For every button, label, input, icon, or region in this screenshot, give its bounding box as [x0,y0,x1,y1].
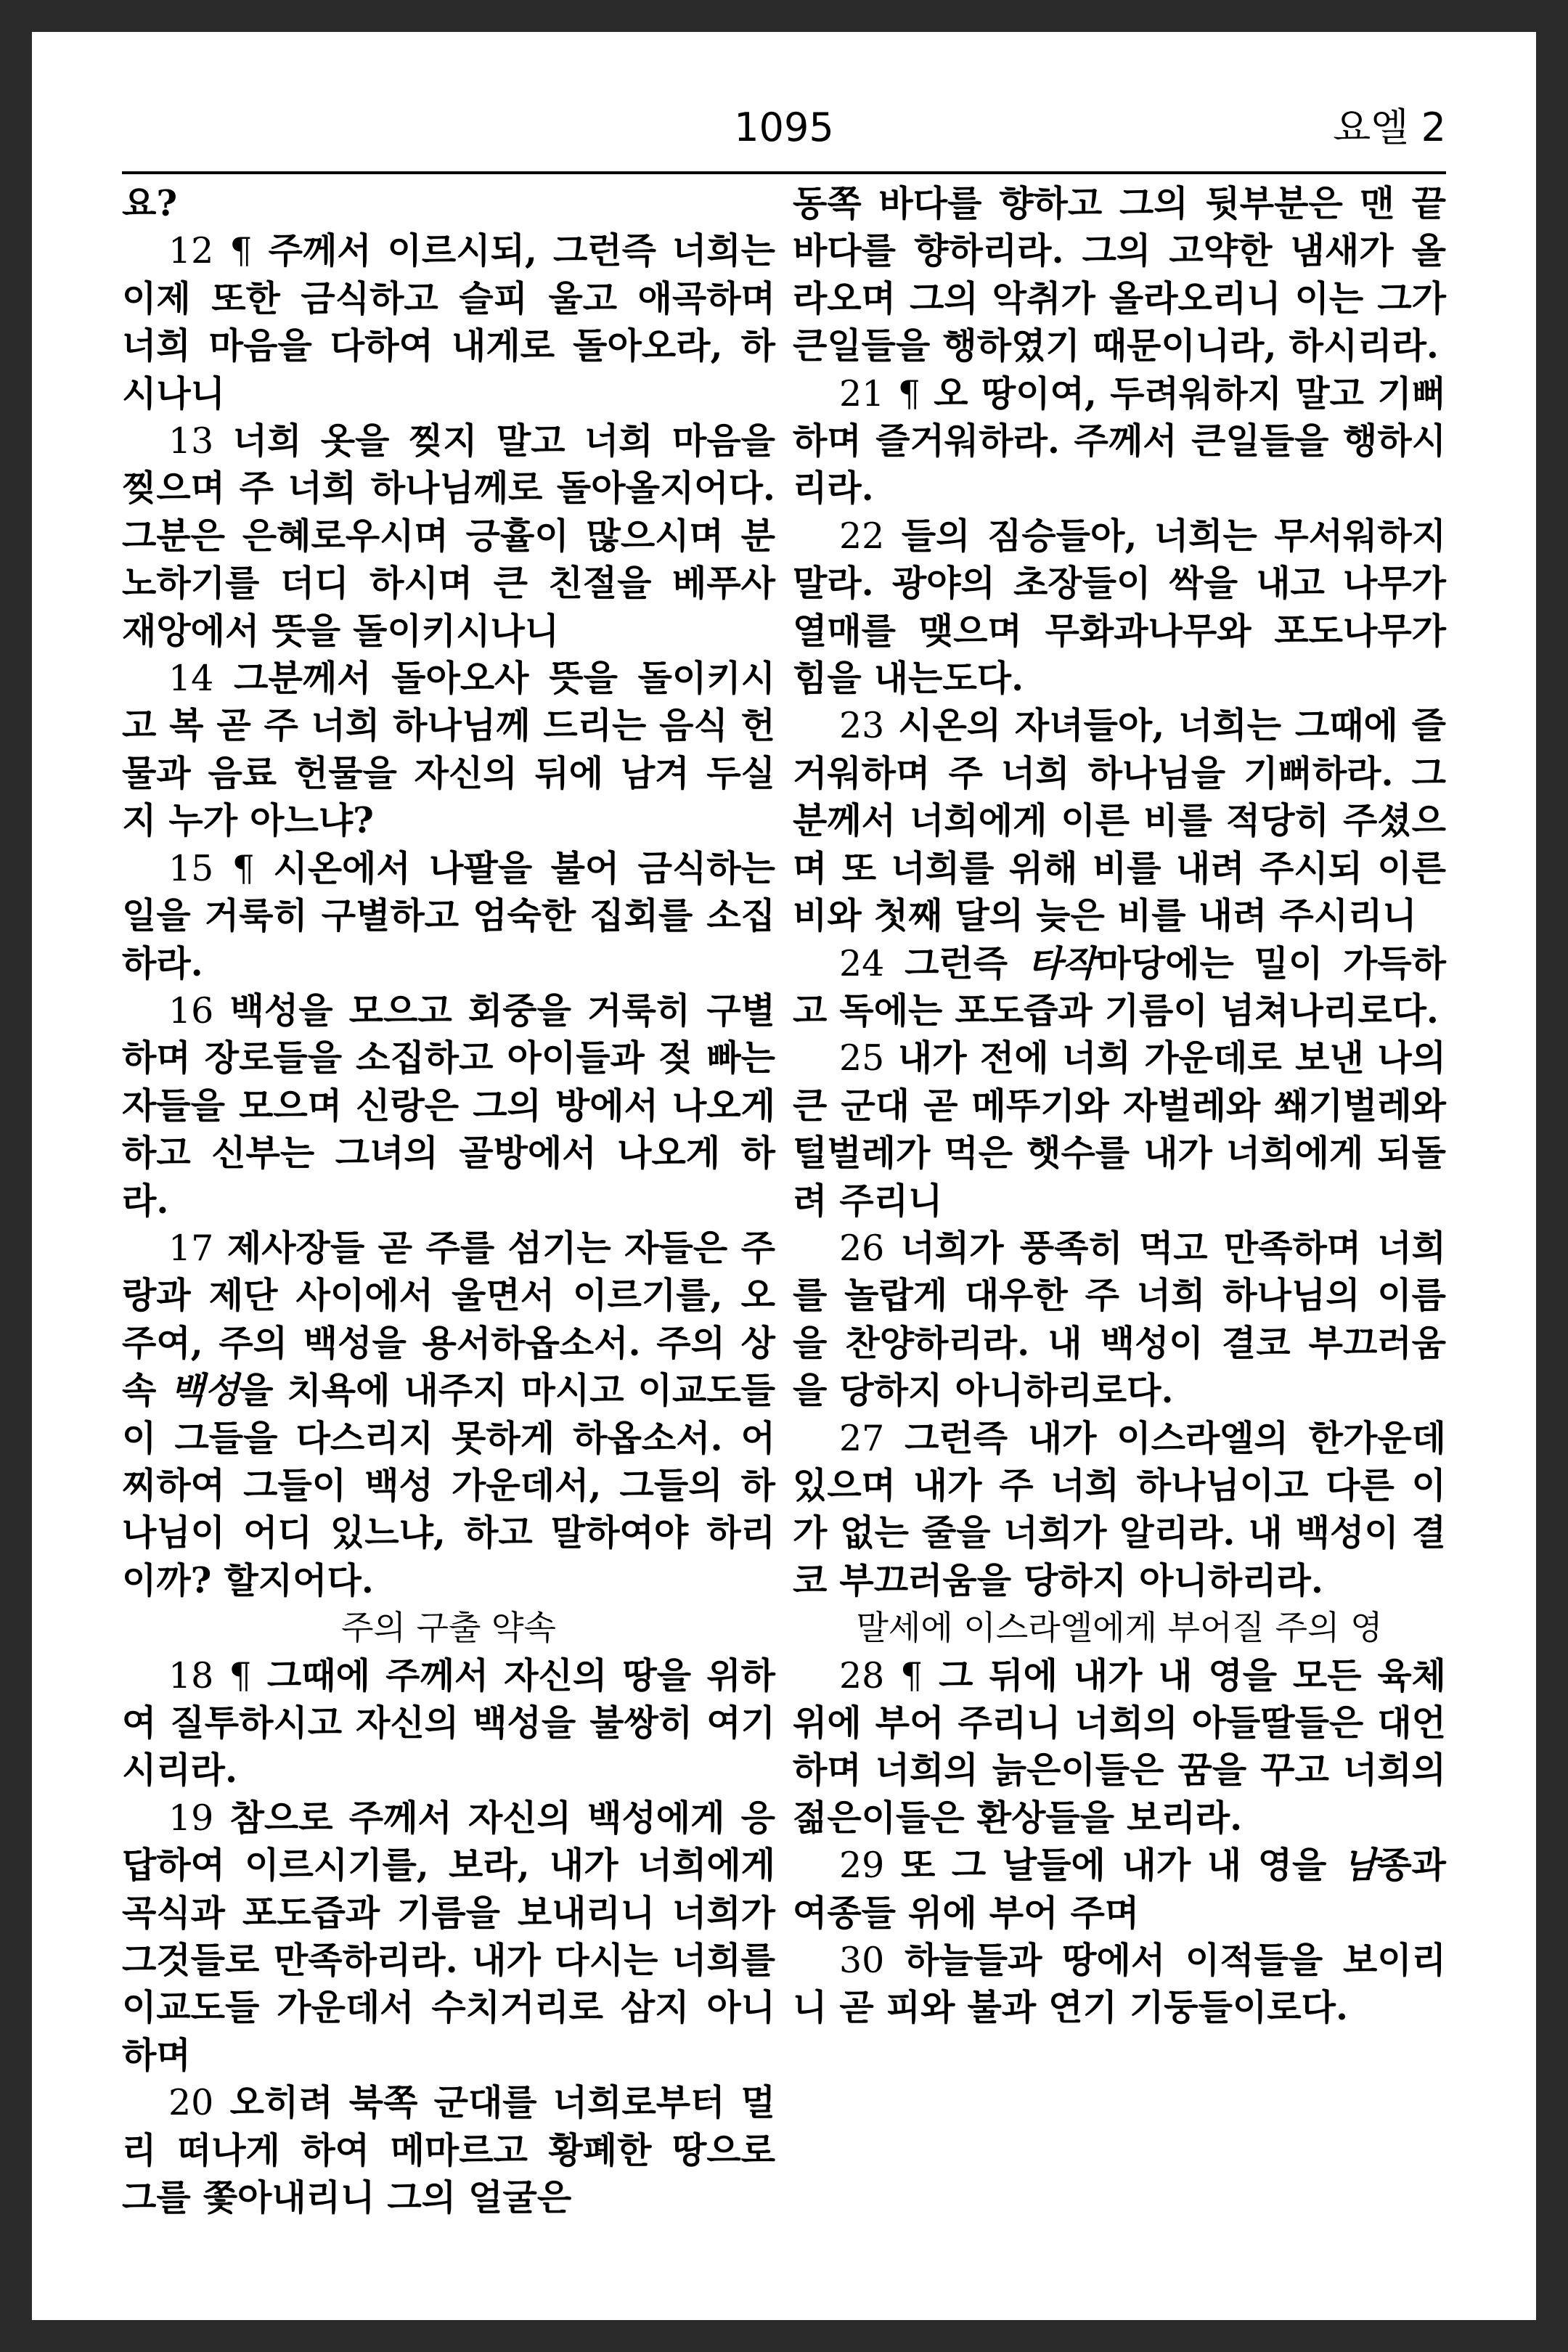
verse-29 [793,1842,1446,1937]
verse-text: 그 뒤에 내가 내 영을 모든 육체 위에 부어 주리니 너희의 아들딸들은 대언하며 너희의 늙은이들은 꿈을 꾸고 너희의 젊은이들은 환상들을 보리라. [793,1654,1446,1839]
verse-number: 16 [168,989,214,1032]
left-column [122,180,775,2221]
verse-30 [793,1937,1446,2032]
verse-number: 24 [839,942,885,984]
verse-text: 너희가 풍족히 먹고 만족하며 너희를 놀랍게 대우한 주 너희 하나님의 이름을 찬양하리라. 내 백성이 결코 부끄러움을 당하지 아니하리로다. [793,1226,1447,1412]
paragraph-mark: ¶ [229,230,253,272]
verse-text: 그분께서 돌아오사 뜻을 돌이키시고 복 곧 주 너희 하나님께 드리는 음식 헌물과 음료 헌물을 자신의 뒤에 남겨 두실지 누가 아느냐? [122,657,776,842]
section-heading: 주의 구출 약속 [341,1608,556,1648]
verse-number: 22 [839,515,885,557]
verse-text: 너희 옷을 찢지 말고 너희 마음을 찢으며 주 너희 하나님께로 돌아올지어다. 그분은 은혜로우시며 긍휼이 많으시며 분노하기를 더디 하시며 큰 친절을 베푸사 재앙에서 뜻을 돌이키시나니 [122,420,776,652]
verse-17 [122,1225,775,1604]
bible-page [32,32,1536,2320]
supplied-word: 타작 [1027,942,1097,984]
verse-number: 14 [168,658,214,700]
paragraph-mark: ¶ [229,1654,252,1696]
verse-18 [122,1652,775,1794]
verse-text: 오히려 북쪽 군대를 너희로부터 멀리 떠나게 하여 메마르고 황폐한 땅으로 그를 쫓아내리니 그의 얼굴은 [122,2081,776,2219]
verse-27 [793,1415,1446,1605]
verse-number: 25 [839,1037,885,1079]
verse-text: 그런즉 내가 이스라엘의 한가운데 있으며 내가 주 너희 하나님이고 다른 이가 없는 줄을 너희가 알리라. 내 백성이 결코 부끄러움을 당하지 아니하리라. [793,1416,1447,1601]
verse-text: 제사장들 곧 주를 섬기는 자들은 주랑과 제단 사이에서 울면서 이르기를, 오 주여, 주의 백성을 용서하옵소서. 주의 상속 [122,1226,775,1412]
paragraph-mark: ¶ [900,1654,923,1696]
verse-26 [793,1225,1446,1415]
verse-text: 그때에 주께서 자신의 땅을 위하여 질투하시고 자신의 백성을 불쌍히 여기시리라. [122,1654,775,1792]
verse-number: 27 [839,1417,885,1459]
verse-text: 을 치욕에 내주지 마시고 이교도들이 그들을 다스리지 못하게 하옵소서. 어찌하여 그들이 백성 가운데서, 그들의 하나님이 어디 있느냐, 하고 말하여야 하리이까? 할지어다. [122,1369,775,1601]
page-number: 1095 [734,105,834,150]
verse-text: 참으로 주께서 자신의 백성에게 응답하여 이르시기를, 보라, 내가 너희에게 곡식과 포도즙과 기름을 보내리니 너희가 그것들로 만족하리라. 내가 다시는 너희를 이교도들 가운데서 수치거리로 삼지 아니하며 [122,1796,776,2076]
paragraph-mark: ¶ [232,847,255,889]
verse-number: 23 [839,705,885,747]
verse-28 [793,1652,1446,1842]
verse-text: 그런즉 [905,942,1028,984]
page-header [122,89,1446,174]
verse-number: 19 [168,1797,214,1839]
verse-16 [122,987,775,1225]
verse-text: 또 그 날들에 내가 내 영을 [900,1844,1343,1887]
paragraph-mark: ¶ [897,372,920,415]
verse-12 [122,227,775,417]
text-columns [122,180,1446,2221]
verse-text: 오 땅이여, 두려워하지 말고 기뻐하며 즐거워하라. 주께서 큰일들을 행하시리라. [793,372,1446,510]
right-column [793,180,1446,2221]
verse-number: 13 [168,420,214,462]
verse-text: 하늘들과 땅에서 이적들을 보이리니 곧 피와 불과 연기 기둥들이로다. [793,1939,1447,2029]
verse-number: 29 [839,1845,885,1887]
continuation-text: 요? [122,182,178,224]
verse-text: 마당에는 밀이 가득하고 독에는 포도즙과 기름이 넘쳐나리로다. [793,942,1447,1032]
verse-22 [793,513,1446,703]
verse-15 [122,845,775,987]
verse-number: 26 [839,1227,885,1269]
section-heading: 말세에 이스라엘에게 부어질 주의 영 [856,1608,1383,1648]
verse-text: 들의 짐승들아, 너희는 무서워하지 말라. 광야의 초장들이 싹을 내고 나무가 열매를 맺으며 무화과나무와 포도나무가 힘을 내는도다. [793,514,1446,700]
continuation-text: 동쪽 바다를 향하고 그의 뒷부분은 맨 끝 바다를 향하리라. 그의 고약한 냄새가 올라오며 그의 악취가 올라오리니 이는 그가 큰일들을 행하였기 때문이니라, 하시리라. [793,182,1446,367]
supplied-word: 남 [1343,1844,1378,1887]
verse-text: 종과 여종들 위에 부어 주며 [793,1844,1447,1934]
verse-number: 30 [839,1940,885,1982]
verse-14 [122,655,775,845]
verse-24 [793,940,1446,1035]
verse-21 [793,370,1446,513]
verse-text: 내가 전에 너희 가운데로 보낸 나의 큰 군대 곧 메뚜기와 자벌레와 쐐기벌레와 털벌레가 먹은 햇수를 내가 너희에게 되돌려 주리니 [793,1037,1446,1222]
verse-20 [122,2079,775,2221]
verse-number: 15 [168,847,214,889]
verse-text: 주께서 이르시되, 그런즉 너희는 이제 또한 금식하고 슬피 울고 애곡하며 너희 마음을 다하여 내게로 돌아오라, 하시나니 [122,229,775,415]
verse-number: 17 [168,1227,214,1269]
verse-number: 28 [839,1654,885,1696]
verse-23 [793,702,1446,939]
verse-text: 백성을 모으고 회중을 거룩히 구별하며 장로들을 소집하고 아이들과 젖 빠는 자들을 모으며 신랑은 그의 방에서 나오게 하고 신부는 그녀의 골방에서 나오게 하라. [122,989,776,1222]
verse-number: 21 [839,372,885,415]
verse-13 [122,417,775,655]
verse-19 [122,1794,775,2079]
verse-text: 시온의 자녀들아, 너희는 그때에 즐거워하며 주 너희 하나님을 기뻐하라. 그분께서 너희에게 이른 비를 적당히 주셨으며 또 너희를 위해 비를 내려 주시되 이른 비와 첫째 달의 늦은 비를 내려 주시리니 [793,704,1446,937]
running-head: 요엘 2 [1333,105,1446,150]
verse-number: 18 [168,1654,214,1696]
verse-25 [793,1034,1446,1225]
supplied-word: 백성 [170,1369,240,1412]
verse-number: 20 [168,2082,214,2124]
verse-number: 12 [168,230,214,272]
verse-text: 시온에서 나팔을 불어 금식하는 일을 거룩히 구별하고 엄숙한 집회를 소집하라. [122,846,775,984]
